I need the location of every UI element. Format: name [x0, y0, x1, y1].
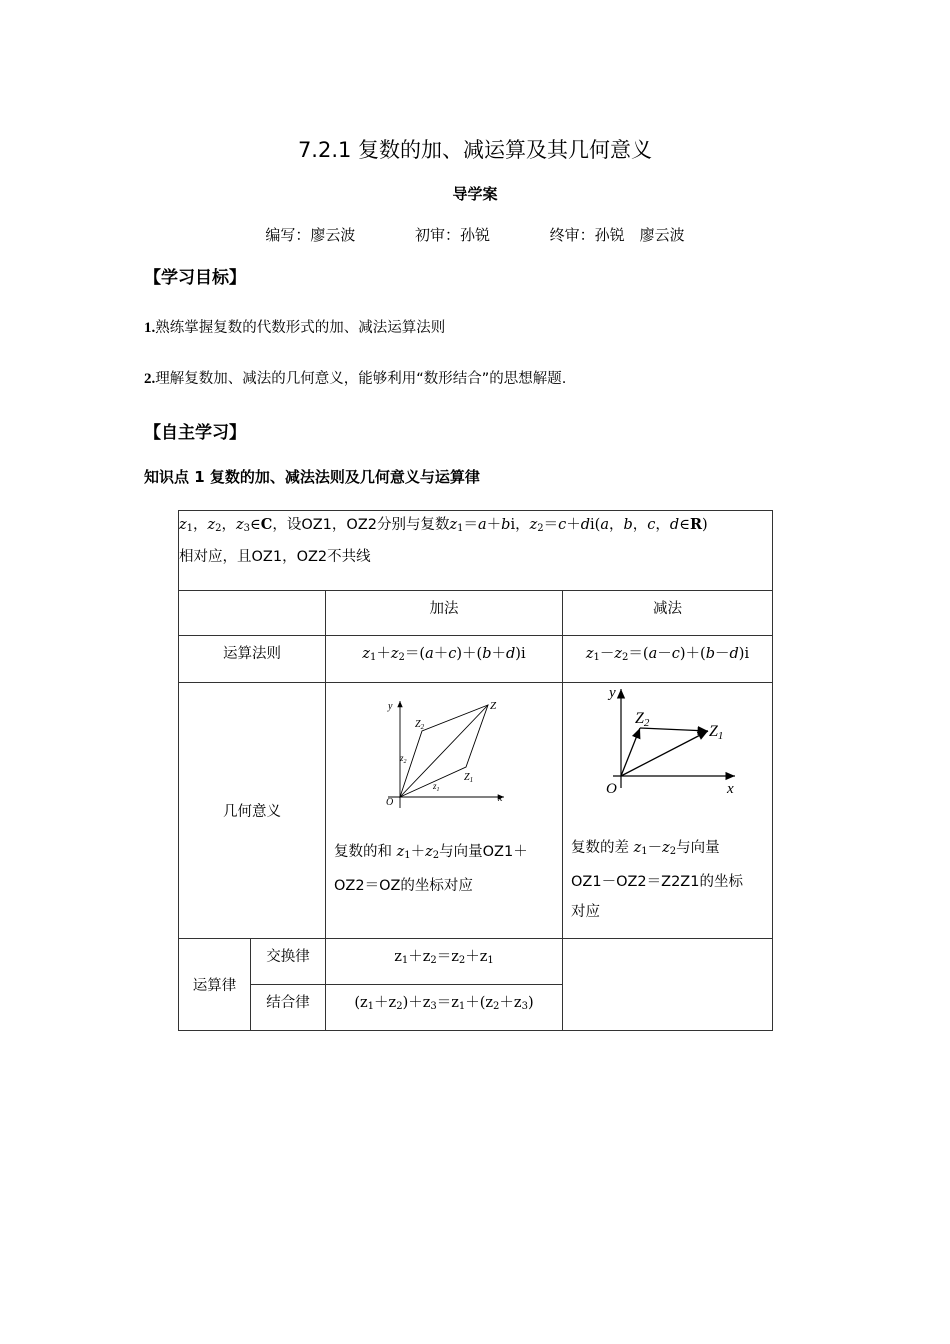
associative-label: 结合律 [251, 985, 326, 1031]
author-writer: 编写：廖云波 [265, 226, 356, 244]
add-label-z: Z [490, 700, 497, 712]
add-geometry-cell [326, 683, 563, 939]
sub-geometry-cell [563, 683, 773, 939]
goal-2-text: 理解复数加、减法的几何意义，能够利用“数形结合”的思想解题. [155, 371, 567, 387]
add-label-x: x [498, 793, 503, 804]
header-empty [179, 591, 326, 636]
commutative-label: 交换律 [251, 939, 326, 985]
section-self-heading: 【自主学习】 [144, 423, 246, 443]
sub-vector-figure [563, 683, 771, 813]
author-first-review: 初审：孙锐 [414, 226, 490, 244]
author-final-review: 终审：孙锐 廖云波 [549, 226, 685, 244]
sub-label-o: O [606, 781, 617, 797]
page-title: 7.2.1 复数的加、减运算及其几何意义 [297, 138, 653, 162]
sub-label-y: y [609, 685, 616, 701]
add-edge-z2: $z_2$ [400, 753, 407, 765]
associative-law: $(z_1+z_2)+z_3=z_1+(z_2+z_3)$ [326, 985, 563, 1031]
sub-vector-oz2 [621, 728, 640, 776]
intro-text-a: ，设OZ1，OZ2分别与复数 [272, 517, 450, 533]
knowledge-point-title: 知识点 1 复数的加、减法法则及几何意义与运算律 [144, 468, 480, 486]
header-add: 加法 [326, 591, 563, 636]
row-geo-label: 几何意义 [179, 683, 326, 939]
operations-table [178, 510, 773, 1031]
add-edge-z1: $z_1$ [433, 781, 440, 793]
goal-1-text: 熟练掌握复数的代数形式的加、减法运算法则 [155, 320, 446, 336]
sub-vector-oz1 [621, 731, 708, 776]
authors-line [0, 224, 950, 245]
add-parallelogram-figure [326, 683, 563, 833]
sub-label-z1: Z1 [709, 723, 724, 742]
add-label-y: y [388, 701, 393, 712]
goal-1-num: 1. [144, 320, 156, 336]
page-subtitle: 导学案 [452, 185, 498, 203]
add-diagonal-oz [400, 705, 488, 797]
table-intro: $z_1$，$z_2$，$z_3\in C$，设OZ1，OZ2分别与复数$z_1=a+bi$，$z_2=c+di(a$，b，c，d∈R) 相对应，且OZ1，OZ2不共线 [179, 511, 773, 591]
section-goals-heading: 【学习目标】 [144, 268, 246, 288]
add-label-z2: $Z_2$ [415, 719, 425, 731]
sub-caption: 复数的差 $z_1-z_2$与向量 OZ1－OZ2＝Z2Z1的坐标 对应 [571, 840, 743, 920]
header-sub: 减法 [563, 591, 773, 636]
add-caption: 复数的和 $z_1+z_2$与向量OZ1＋ OZ2＝OZ的坐标对应 [334, 844, 528, 894]
add-label-z1: $Z_1$ [464, 772, 474, 784]
add-label-o: O [386, 797, 394, 808]
sub-rule: $z_1-z_2=(a-c)+(b-d)i$ [563, 636, 773, 683]
add-rule: $z_1+z_2=(a+c)+(b+d)i$ [326, 636, 563, 683]
goal-2-num: 2. [144, 371, 156, 387]
sub-label-z2: Z2 [635, 710, 650, 729]
laws-empty [563, 939, 773, 1031]
sub-vector-z2z1 [640, 728, 708, 731]
sub-label-x: x [727, 781, 734, 797]
goal-2 [144, 367, 566, 388]
commutative-law: $z_1+z_2=z_2+z_1$ [326, 939, 563, 985]
intro-text-b: 相对应，且OZ1，OZ2不共线 [179, 549, 371, 565]
laws-label: 运算律 [179, 939, 251, 1031]
row-rule-label: 运算法则 [179, 636, 326, 683]
goal-1 [144, 316, 445, 337]
